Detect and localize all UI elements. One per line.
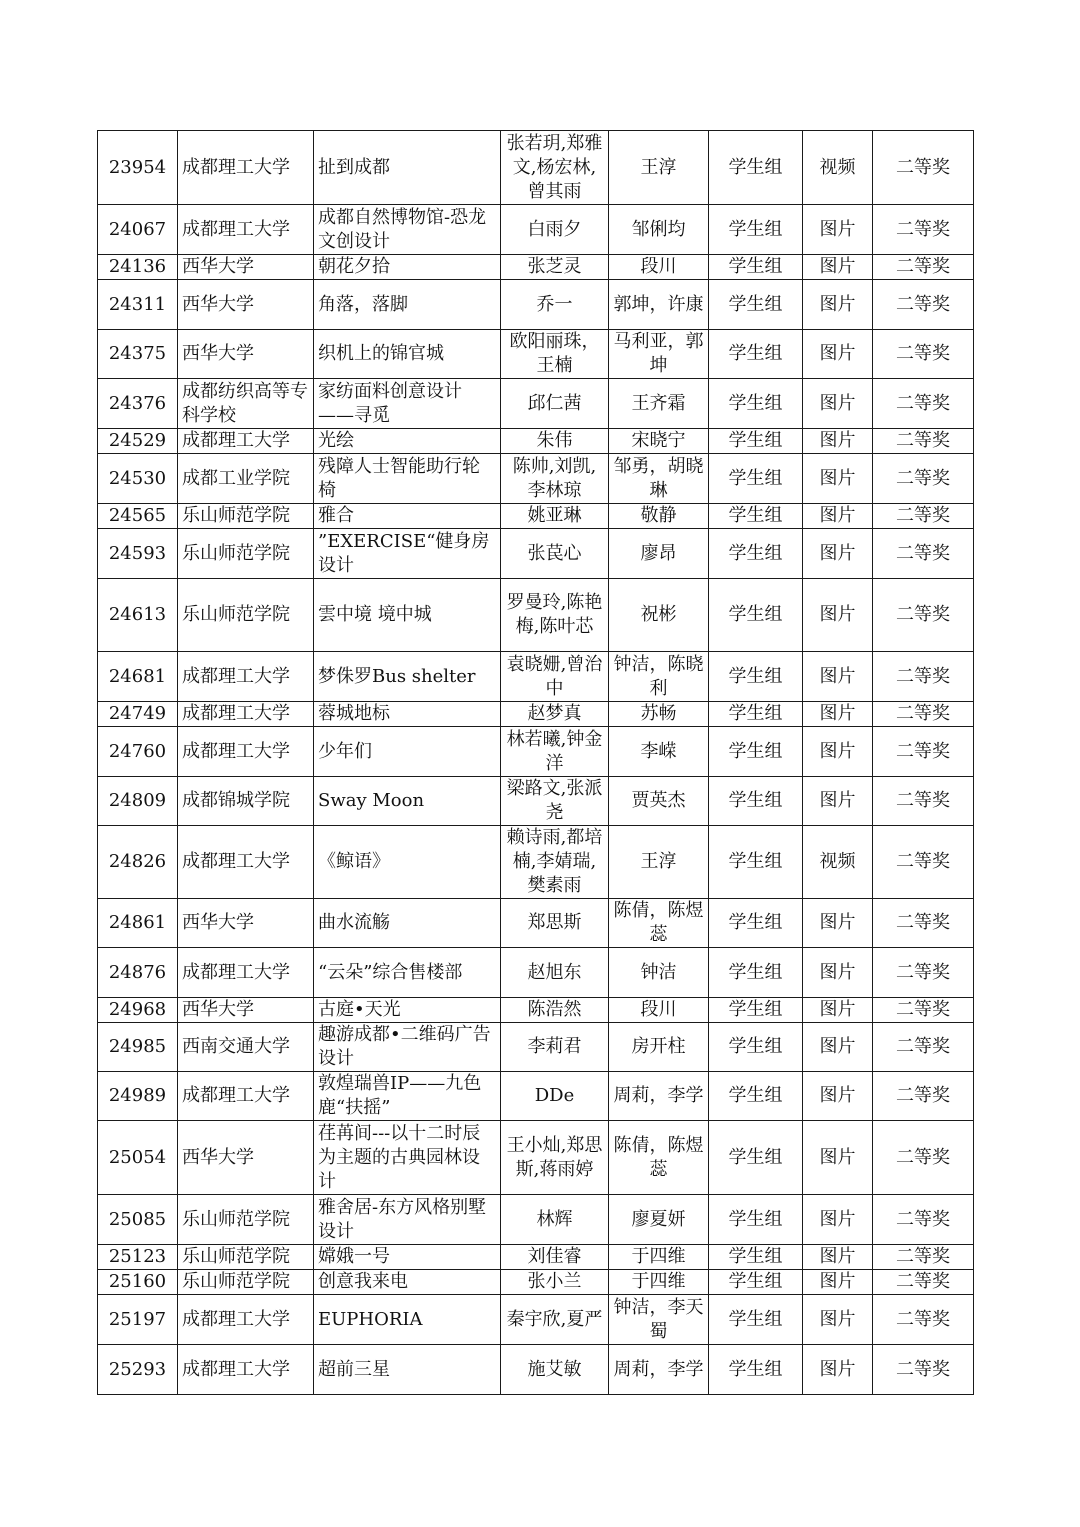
- author-names: 张小兰: [501, 1270, 609, 1295]
- group-label: 学生组: [709, 702, 803, 727]
- group-label: 学生组: [709, 205, 803, 255]
- author-names: 林辉: [501, 1195, 609, 1245]
- table-row: [98, 504, 974, 529]
- advisor-names: 李嵘: [609, 727, 709, 777]
- work-type: 图片: [803, 1121, 873, 1195]
- advisor-names: 于四维: [609, 1270, 709, 1295]
- group-label: 学生组: [709, 454, 803, 504]
- work-title: “云朵”综合售楼部: [314, 948, 501, 998]
- author-names: 陈浩然: [501, 998, 609, 1023]
- entry-id: 24136: [98, 255, 178, 280]
- group-label: 学生组: [709, 504, 803, 529]
- school-name: 成都理工大学: [178, 1072, 314, 1121]
- school-name: 西华大学: [178, 998, 314, 1023]
- award-level: 二等奖: [873, 899, 974, 948]
- award-level: 二等奖: [873, 826, 974, 899]
- table-row: [98, 255, 974, 280]
- table-row: [98, 529, 974, 579]
- author-names: 梁路文,张派尧: [501, 777, 609, 826]
- entry-id: 23954: [98, 131, 178, 205]
- work-type: 视频: [803, 131, 873, 205]
- entry-id: 24876: [98, 948, 178, 998]
- advisor-names: 段川: [609, 998, 709, 1023]
- award-level: 二等奖: [873, 205, 974, 255]
- entry-id: 24067: [98, 205, 178, 255]
- author-names: 邱仁茜: [501, 379, 609, 429]
- table-body: [98, 131, 974, 1395]
- work-title: 成都自然博物馆-恐龙文创设计: [314, 205, 501, 255]
- entry-id: 24613: [98, 579, 178, 652]
- group-label: 学生组: [709, 1295, 803, 1345]
- advisor-names: 房开柱: [609, 1023, 709, 1072]
- group-label: 学生组: [709, 998, 803, 1023]
- advisor-names: 廖昂: [609, 529, 709, 579]
- group-label: 学生组: [709, 1270, 803, 1295]
- school-name: 西华大学: [178, 280, 314, 330]
- school-name: 乐山师范学院: [178, 529, 314, 579]
- group-label: 学生组: [709, 429, 803, 454]
- award-level: 二等奖: [873, 1270, 974, 1295]
- advisor-names: 王齐霜: [609, 379, 709, 429]
- group-label: 学生组: [709, 579, 803, 652]
- work-title: 雅舍居-东方风格别墅设计: [314, 1195, 501, 1245]
- group-label: 学生组: [709, 1072, 803, 1121]
- group-label: 学生组: [709, 652, 803, 702]
- school-name: 成都纺织高等专科学校: [178, 379, 314, 429]
- work-type: 视频: [803, 826, 873, 899]
- award-level: 二等奖: [873, 330, 974, 379]
- table-row: [98, 826, 974, 899]
- entry-id: 24760: [98, 727, 178, 777]
- author-names: 郑思斯: [501, 899, 609, 948]
- work-title: ”EXERCISE“健身房设计: [314, 529, 501, 579]
- school-name: 成都理工大学: [178, 948, 314, 998]
- work-title: 趣游成都•二维码广告设计: [314, 1023, 501, 1072]
- work-title: EUPHORIA: [314, 1295, 501, 1345]
- work-title: Sway Moon: [314, 777, 501, 826]
- advisor-names: 敬静: [609, 504, 709, 529]
- entry-id: 24593: [98, 529, 178, 579]
- table-row: [98, 948, 974, 998]
- award-level: 二等奖: [873, 454, 974, 504]
- author-names: 赵梦真: [501, 702, 609, 727]
- work-type: 图片: [803, 1270, 873, 1295]
- school-name: 乐山师范学院: [178, 1245, 314, 1270]
- table-row: [98, 454, 974, 504]
- table-row: [98, 330, 974, 379]
- award-level: 二等奖: [873, 280, 974, 330]
- group-label: 学生组: [709, 330, 803, 379]
- work-title: 少年们: [314, 727, 501, 777]
- entry-id: 24989: [98, 1072, 178, 1121]
- work-type: 图片: [803, 1023, 873, 1072]
- work-type: 图片: [803, 205, 873, 255]
- author-names: 罗曼玲,陈艳梅,陈叶芯: [501, 579, 609, 652]
- advisor-names: 王淳: [609, 826, 709, 899]
- work-type: 图片: [803, 255, 873, 280]
- advisor-names: 段川: [609, 255, 709, 280]
- school-name: 成都理工大学: [178, 131, 314, 205]
- work-type: 图片: [803, 727, 873, 777]
- school-name: 乐山师范学院: [178, 1270, 314, 1295]
- school-name: 西南交通大学: [178, 1023, 314, 1072]
- advisor-names: 陈倩，陈煜蕊: [609, 1121, 709, 1195]
- school-name: 西华大学: [178, 1121, 314, 1195]
- work-title: 曲水流觞: [314, 899, 501, 948]
- advisor-names: 周莉，李学: [609, 1345, 709, 1395]
- author-names: 袁晓姗,曾治中: [501, 652, 609, 702]
- school-name: 成都理工大学: [178, 826, 314, 899]
- work-title: 朝花夕拾: [314, 255, 501, 280]
- group-label: 学生组: [709, 280, 803, 330]
- school-name: 成都理工大学: [178, 1295, 314, 1345]
- entry-id: 24530: [98, 454, 178, 504]
- group-label: 学生组: [709, 255, 803, 280]
- group-label: 学生组: [709, 379, 803, 429]
- table-row: [98, 727, 974, 777]
- author-names: 姚亚琳: [501, 504, 609, 529]
- work-type: 图片: [803, 998, 873, 1023]
- advisor-names: 邹俐均: [609, 205, 709, 255]
- group-label: 学生组: [709, 826, 803, 899]
- award-level: 二等奖: [873, 948, 974, 998]
- group-label: 学生组: [709, 1195, 803, 1245]
- award-level: 二等奖: [873, 652, 974, 702]
- table-row: [98, 280, 974, 330]
- advisor-names: 郭坤，许康: [609, 280, 709, 330]
- group-label: 学生组: [709, 529, 803, 579]
- table-row: [98, 1345, 974, 1395]
- author-names: 赵旭东: [501, 948, 609, 998]
- advisor-names: 邹勇，胡晓琳: [609, 454, 709, 504]
- group-label: 学生组: [709, 1121, 803, 1195]
- entry-id: 25293: [98, 1345, 178, 1395]
- author-names: 赖诗雨,都培楠,李婧瑞,樊素雨: [501, 826, 609, 899]
- award-level: 二等奖: [873, 504, 974, 529]
- award-level: 二等奖: [873, 579, 974, 652]
- work-type: 图片: [803, 1345, 873, 1395]
- school-name: 西华大学: [178, 899, 314, 948]
- group-label: 学生组: [709, 899, 803, 948]
- entry-id: 24749: [98, 702, 178, 727]
- author-names: 朱伟: [501, 429, 609, 454]
- author-names: 王小灿,郑思斯,蒋雨婷: [501, 1121, 609, 1195]
- work-type: 图片: [803, 529, 873, 579]
- advisor-names: 陈倩，陈煜蕊: [609, 899, 709, 948]
- author-names: 白雨夕: [501, 205, 609, 255]
- entry-id: 24809: [98, 777, 178, 826]
- awards-table: [97, 130, 974, 1395]
- work-title: 织机上的锦官城: [314, 330, 501, 379]
- school-name: 成都工业学院: [178, 454, 314, 504]
- advisor-names: 马利亚，郭坤: [609, 330, 709, 379]
- award-level: 二等奖: [873, 727, 974, 777]
- school-name: 成都理工大学: [178, 429, 314, 454]
- advisor-names: 钟洁，李天蜀: [609, 1295, 709, 1345]
- table-row: [98, 1195, 974, 1245]
- work-title: 雅合: [314, 504, 501, 529]
- award-level: 二等奖: [873, 379, 974, 429]
- work-title: 敦煌瑞兽IP——九色鹿“扶摇”: [314, 1072, 501, 1121]
- work-title: 家纺面料创意设计——寻觅: [314, 379, 501, 429]
- award-level: 二等奖: [873, 255, 974, 280]
- group-label: 学生组: [709, 1023, 803, 1072]
- school-name: 成都理工大学: [178, 205, 314, 255]
- entry-id: 24826: [98, 826, 178, 899]
- entry-id: 25197: [98, 1295, 178, 1345]
- entry-id: 24565: [98, 504, 178, 529]
- table-row: [98, 777, 974, 826]
- work-type: 图片: [803, 899, 873, 948]
- advisor-names: 廖夏妍: [609, 1195, 709, 1245]
- author-names: 张若玥,郑雅文,杨宏林,曾其雨: [501, 131, 609, 205]
- work-type: 图片: [803, 777, 873, 826]
- table-row: [98, 1245, 974, 1270]
- entry-id: 25123: [98, 1245, 178, 1270]
- school-name: 成都锦城学院: [178, 777, 314, 826]
- group-label: 学生组: [709, 1345, 803, 1395]
- advisor-names: 贾英杰: [609, 777, 709, 826]
- award-level: 二等奖: [873, 529, 974, 579]
- table-row: [98, 131, 974, 205]
- author-names: 施艾敏: [501, 1345, 609, 1395]
- author-names: 乔一: [501, 280, 609, 330]
- award-level: 二等奖: [873, 777, 974, 826]
- entry-id: 25085: [98, 1195, 178, 1245]
- work-title: 残障人士智能助行轮椅: [314, 454, 501, 504]
- entry-id: 24529: [98, 429, 178, 454]
- work-title: 梦侏罗Bus shelter: [314, 652, 501, 702]
- group-label: 学生组: [709, 727, 803, 777]
- work-type: 图片: [803, 1072, 873, 1121]
- advisor-names: 于四维: [609, 1245, 709, 1270]
- work-type: 图片: [803, 379, 873, 429]
- author-names: 刘佳睿: [501, 1245, 609, 1270]
- entry-id: 24376: [98, 379, 178, 429]
- table-row: [98, 1270, 974, 1295]
- award-level: 二等奖: [873, 1195, 974, 1245]
- award-level: 二等奖: [873, 429, 974, 454]
- school-name: 西华大学: [178, 255, 314, 280]
- award-level: 二等奖: [873, 1345, 974, 1395]
- author-names: 陈帅,刘凯,李林琼: [501, 454, 609, 504]
- work-type: 图片: [803, 330, 873, 379]
- award-level: 二等奖: [873, 131, 974, 205]
- work-type: 图片: [803, 579, 873, 652]
- school-name: 成都理工大学: [178, 652, 314, 702]
- work-title: 古庭•天光: [314, 998, 501, 1023]
- work-type: 图片: [803, 948, 873, 998]
- group-label: 学生组: [709, 777, 803, 826]
- advisor-names: 祝彬: [609, 579, 709, 652]
- table-row: [98, 899, 974, 948]
- advisor-names: 苏畅: [609, 702, 709, 727]
- work-title: 超前三星: [314, 1345, 501, 1395]
- award-level: 二等奖: [873, 1072, 974, 1121]
- table-row: [98, 379, 974, 429]
- group-label: 学生组: [709, 948, 803, 998]
- award-level: 二等奖: [873, 1121, 974, 1195]
- table-row: [98, 1023, 974, 1072]
- author-names: 张芝灵: [501, 255, 609, 280]
- work-type: 图片: [803, 702, 873, 727]
- table-row: [98, 1295, 974, 1345]
- work-title: 《鲸语》: [314, 826, 501, 899]
- school-name: 乐山师范学院: [178, 1195, 314, 1245]
- work-title: 荏苒间---以十二时辰为主题的古典园林设计: [314, 1121, 501, 1195]
- table-row: [98, 998, 974, 1023]
- work-type: 图片: [803, 652, 873, 702]
- work-type: 图片: [803, 1195, 873, 1245]
- advisor-names: 宋晓宁: [609, 429, 709, 454]
- entry-id: 24311: [98, 280, 178, 330]
- table-row: [98, 1121, 974, 1195]
- award-level: 二等奖: [873, 1023, 974, 1072]
- table-row: [98, 1072, 974, 1121]
- advisor-names: 钟洁，陈晓利: [609, 652, 709, 702]
- table-row: [98, 205, 974, 255]
- award-level: 二等奖: [873, 702, 974, 727]
- school-name: 成都理工大学: [178, 1345, 314, 1395]
- entry-id: 24985: [98, 1023, 178, 1072]
- entry-id: 25054: [98, 1121, 178, 1195]
- school-name: 成都理工大学: [178, 727, 314, 777]
- advisor-names: 周莉，李学: [609, 1072, 709, 1121]
- school-name: 乐山师范学院: [178, 579, 314, 652]
- work-title: 扯到成都: [314, 131, 501, 205]
- author-names: 林若曦,钟金洋: [501, 727, 609, 777]
- work-type: 图片: [803, 454, 873, 504]
- entry-id: 24681: [98, 652, 178, 702]
- work-title: 角落，落脚: [314, 280, 501, 330]
- work-title: 雲中境 境中城: [314, 579, 501, 652]
- table-row: [98, 702, 974, 727]
- work-type: 图片: [803, 504, 873, 529]
- entry-id: 24968: [98, 998, 178, 1023]
- work-type: 图片: [803, 1245, 873, 1270]
- work-title: 嫦娥一号: [314, 1245, 501, 1270]
- advisor-names: 王淳: [609, 131, 709, 205]
- award-level: 二等奖: [873, 998, 974, 1023]
- entry-id: 24375: [98, 330, 178, 379]
- work-type: 图片: [803, 1295, 873, 1345]
- work-type: 图片: [803, 429, 873, 454]
- work-type: 图片: [803, 280, 873, 330]
- entry-id: 24861: [98, 899, 178, 948]
- author-names: 张苠心: [501, 529, 609, 579]
- group-label: 学生组: [709, 1245, 803, 1270]
- work-title: 蓉城地标: [314, 702, 501, 727]
- school-name: 西华大学: [178, 330, 314, 379]
- author-names: 秦宇欣,夏严: [501, 1295, 609, 1345]
- work-title: 光绘: [314, 429, 501, 454]
- advisor-names: 钟洁: [609, 948, 709, 998]
- table-row: [98, 429, 974, 454]
- school-name: 乐山师范学院: [178, 504, 314, 529]
- award-level: 二等奖: [873, 1295, 974, 1345]
- work-title: 创意我来电: [314, 1270, 501, 1295]
- entry-id: 25160: [98, 1270, 178, 1295]
- author-names: 李莉君: [501, 1023, 609, 1072]
- group-label: 学生组: [709, 131, 803, 205]
- table-row: [98, 652, 974, 702]
- author-names: 欧阳丽珠，王楠: [501, 330, 609, 379]
- school-name: 成都理工大学: [178, 702, 314, 727]
- table-row: [98, 579, 974, 652]
- award-level: 二等奖: [873, 1245, 974, 1270]
- author-names: DDe: [501, 1072, 609, 1121]
